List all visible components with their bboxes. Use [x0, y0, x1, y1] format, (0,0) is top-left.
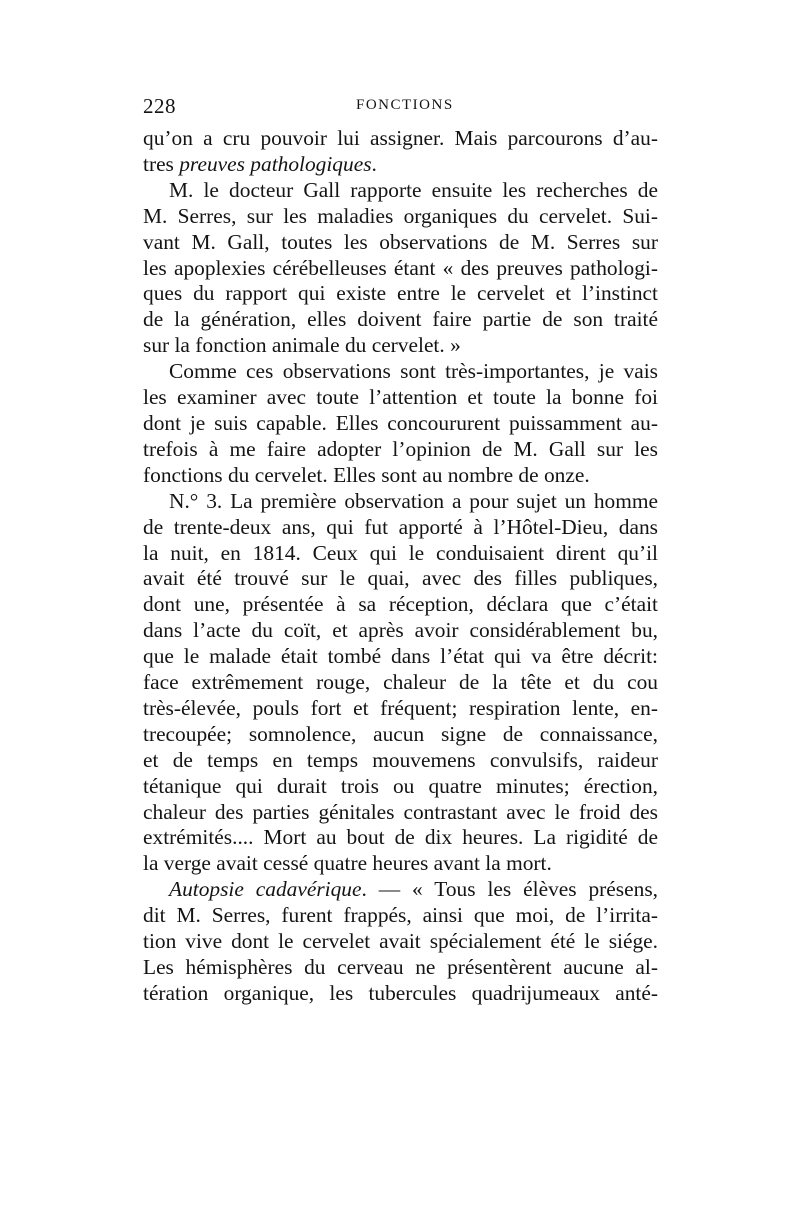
text-fragment: .	[371, 151, 377, 176]
text-line: dont une, présentée à sa réception, déclara que c’était	[143, 592, 658, 617]
paragraph-first-line: M. le docteur Gall rapporte ensuite les recherches de	[169, 177, 658, 202]
text-line	[143, 152, 658, 178]
text-line: de trente-deux ans, qui fut apporté à l’Hôtel-Dieu, dans	[143, 514, 658, 539]
text-line: tétanique qui durait trois ou quatre minutes; érection,	[143, 773, 658, 798]
text-line: ques du rapport qui existe entre le cervelet et l’instinct	[143, 281, 658, 306]
paragraph-first-line: Comme ces observations sont très-importantes, je vais	[169, 359, 658, 384]
text-line: chaleur des parties génitales contrastant avec le froid des	[143, 799, 658, 824]
text-line: fonctions du cervelet. Elles sont au nombre de onze.	[143, 462, 590, 487]
paragraph-first-line: N.° 3. La première observation a pour sujet un homme	[169, 488, 658, 513]
text-fragment: tres	[143, 151, 180, 176]
running-title: FONCTIONS	[356, 97, 454, 113]
running-head	[143, 94, 656, 122]
text-line: les examiner avec toute l’attention et toute la bonne foi	[143, 385, 658, 410]
text-line: dit M. Serres, furent frappés, ainsi que moi, de l’irrita-	[143, 903, 658, 928]
text-line: trecoupée; somnolence, aucun signe de connaissance,	[143, 721, 658, 746]
text-line: les apoplexies cérébelleuses étant « des preuves pathologi-	[143, 255, 658, 280]
text-line: tion vive dont le cervelet avait spécialement été le siége.	[143, 929, 658, 954]
text-line: extrémités.... Mort au bout de dix heures. La rigidité de	[143, 825, 658, 850]
paragraph-first-line	[143, 877, 658, 903]
text-line: trefois à me faire adopter l’opinion de M. Gall sur les	[143, 436, 658, 461]
text-line: très-élevée, pouls fort et fréquent; respiration lente, en-	[143, 695, 658, 720]
text-fragment: . — « Tous les élèves présens,	[361, 877, 658, 902]
text-line: M. Serres, sur les maladies organiques du cervelet. Sui-	[143, 203, 658, 228]
italic-phrase: preuves pathologiques	[179, 151, 372, 176]
text-line: sur la fonction animale du cervelet. »	[143, 333, 461, 358]
text-line: qu’on a cru pouvoir lui assigner. Mais parcourons d’au-	[143, 126, 658, 150]
text-line: face extrêmement rouge, chaleur de la tête et du cou	[143, 670, 658, 695]
body-text	[143, 126, 658, 1007]
text-line: vant M. Gall, toutes les observations de M. Serres sur	[143, 229, 658, 254]
text-line: de la génération, elles doivent faire partie de son traité	[143, 307, 658, 332]
text-line: avait été trouvé sur le quai, avec des filles publiques,	[143, 566, 658, 591]
text-line: tération organique, les tubercules quadrijumeaux anté-	[143, 980, 658, 1005]
text-line: la nuit, en 1814. Ceux qui le conduisaient dirent qu’il	[143, 540, 658, 565]
text-line: dans l’acte du coït, et après avoir considérablement bu,	[143, 618, 658, 643]
text-line: Les hémisphères du cerveau ne présentèrent aucune al-	[143, 955, 658, 979]
text-line: dont je suis capable. Elles concoururent puissamment au-	[143, 410, 658, 435]
text-line: et de temps en temps mouvemens convulsifs, raideur	[143, 747, 658, 772]
page-number: 228	[143, 94, 176, 118]
text-line: la verge avait cessé quatre heures avant la mort.	[143, 851, 552, 876]
italic-phrase: Autopsie cadavérique	[169, 877, 362, 902]
text-line: que le malade était tombé dans l’état qui va être décrit:	[143, 644, 658, 669]
